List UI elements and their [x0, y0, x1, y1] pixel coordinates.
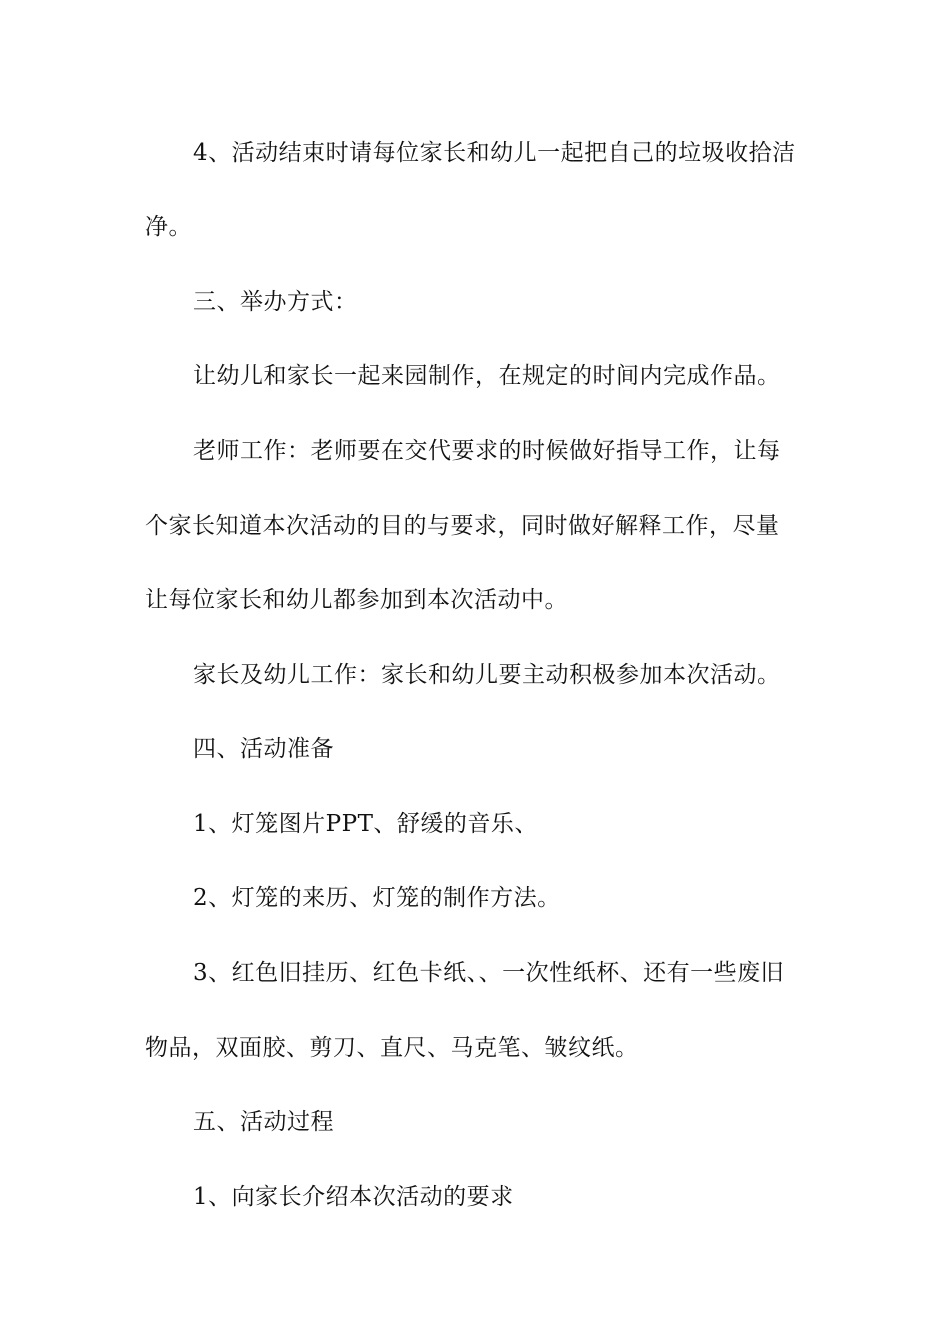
paragraph-line-item4-cont: 净。	[145, 214, 192, 240]
paragraph-line-parents: 家长及幼儿工作：家长和幼儿要主动积极参加本次活动。	[193, 662, 781, 688]
list-item-prep-2: 2、灯笼的来历、灯笼的制作方法。	[193, 885, 561, 911]
section-heading-5: 五、活动过程	[193, 1109, 334, 1135]
paragraph-line-teacher-2: 个家长知道本次活动的目的与要求，同时做好解释工作，尽量	[145, 513, 780, 539]
list-item-process-1: 1、向家长介绍本次活动的要求	[193, 1184, 514, 1210]
list-item-prep-1: 1、灯笼图片PPT、舒缓的音乐、	[193, 811, 538, 837]
paragraph-line-item4: 4、活动结束时请每位家长和幼儿一起把自己的垃圾收拾洁	[193, 140, 796, 166]
section-heading-4: 四、活动准备	[193, 736, 334, 762]
paragraph-line-teacher-3: 让每位家长和幼儿都参加到本次活动中。	[145, 587, 568, 613]
paragraph-line-teacher-1: 老师工作：老师要在交代要求的时候做好指导工作，让每	[193, 438, 781, 464]
paragraph-line-method: 让幼儿和家长一起来园制作，在规定的时间内完成作品。	[193, 363, 781, 389]
list-item-prep-3-cont: 物品，双面胶、剪刀、直尺、马克笔、皱纹纸。	[145, 1035, 639, 1061]
list-item-prep-3: 3、红色旧挂历、红色卡纸、、一次性纸杯、还有一些废旧	[193, 960, 785, 986]
section-heading-3: 三、举办方式：	[193, 289, 358, 315]
